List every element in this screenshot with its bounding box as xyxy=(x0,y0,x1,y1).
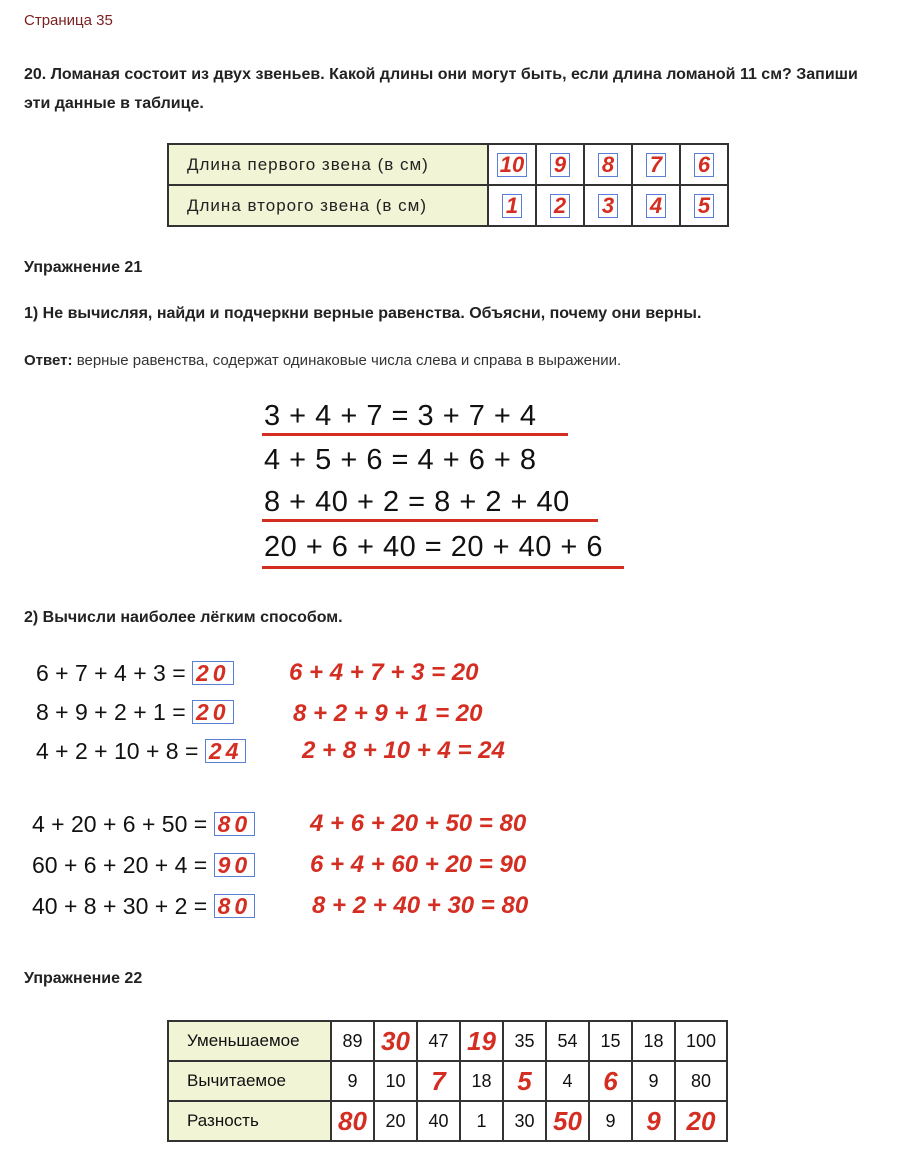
exercise-21-question-2: 2) Вычисли наиболее лёгким способом. xyxy=(24,609,343,626)
answer-cell: 80 xyxy=(331,1101,374,1141)
equality-1: 3 + 4 + 7 = 3 + 7 + 4 xyxy=(264,400,537,432)
answer-cell: 50 xyxy=(546,1101,589,1141)
segment-length-table xyxy=(167,143,729,227)
table-cell: 9 xyxy=(632,1061,675,1101)
answer-cell: 5 xyxy=(503,1061,546,1101)
table-cell: 80 xyxy=(675,1061,727,1101)
table-cell: 35 xyxy=(503,1021,546,1061)
answer-cell: 2 xyxy=(550,194,570,218)
calc-expression: 60 + 6 + 20 + 4 = xyxy=(32,852,208,878)
table-cell: 9 xyxy=(589,1101,632,1141)
calc-solution: 8 + 2 + 40 + 30 = 80 xyxy=(312,892,529,919)
row-label-first-segment: Длина первого звена (в см) xyxy=(168,144,488,185)
answer-cell: 4 xyxy=(646,194,666,218)
calc-expression: 6 + 7 + 4 + 3 = xyxy=(36,660,186,686)
calc-expression: 40 + 8 + 30 + 2 = xyxy=(32,893,208,919)
table-cell: 30 xyxy=(503,1101,546,1141)
answer-cell: 5 xyxy=(694,194,714,218)
answer-label: Ответ: xyxy=(24,352,73,369)
table-row xyxy=(168,1021,727,1061)
table-cell: 89 xyxy=(331,1021,374,1061)
exercise-21-question-1: 1) Не вычисляя, найди и подчеркни верные равенства. Объясни, почему они верны. xyxy=(24,305,702,322)
table-cell: 40 xyxy=(417,1101,460,1141)
calc-row xyxy=(32,893,255,920)
calc-solution: 6 + 4 + 7 + 3 = 20 xyxy=(289,659,479,686)
answer-cell: 6 xyxy=(589,1061,632,1101)
table-cell: 47 xyxy=(417,1021,460,1061)
calc-solution: 8 + 2 + 9 + 1 = 20 xyxy=(293,700,483,727)
answer-cell: 6 xyxy=(694,153,714,177)
table-cell: 20 xyxy=(374,1101,417,1141)
answer-cell: 19 xyxy=(460,1021,503,1061)
calc-row xyxy=(36,699,234,726)
calc-row xyxy=(32,811,255,838)
row-label-difference: Разность xyxy=(168,1101,331,1141)
answer-text: верные равенства, содержат одинаковые числа слева и справа в выражении. xyxy=(72,352,622,369)
answer-cell: 20 xyxy=(675,1101,727,1141)
calc-expression: 4 + 20 + 6 + 50 = xyxy=(32,811,208,837)
calc-solution: 4 + 6 + 20 + 50 = 80 xyxy=(310,810,527,837)
table-row xyxy=(168,185,728,226)
calc-expression: 8 + 9 + 2 + 1 = xyxy=(36,699,186,725)
answer-cell: 3 xyxy=(598,194,618,218)
table-cell: 9 xyxy=(331,1061,374,1101)
underline-1 xyxy=(262,433,568,436)
table-cell: 54 xyxy=(546,1021,589,1061)
answer-cell: 8 xyxy=(598,153,618,177)
calc-answer-box: 90 xyxy=(214,853,256,877)
table-cell: 18 xyxy=(632,1021,675,1061)
calc-row xyxy=(36,660,234,687)
task-20-text: 20. Ломаная состоит из двух звеньев. Какой длины они могут быть, если длина ломаной 11 см? Запиши эти данные в таблице. xyxy=(24,66,858,112)
row-label-minuend: Уменьшаемое xyxy=(168,1021,331,1061)
table-row xyxy=(168,144,728,185)
calc-answer-box: 20 xyxy=(192,661,234,685)
equality-4: 20 + 6 + 40 = 20 + 40 + 6 xyxy=(264,531,604,563)
table-row xyxy=(168,1061,727,1101)
equality-2: 4 + 5 + 6 = 4 + 6 + 8 xyxy=(264,444,537,476)
table-cell: 100 xyxy=(675,1021,727,1061)
calc-answer-box: 20 xyxy=(192,700,234,724)
table-cell: 15 xyxy=(589,1021,632,1061)
answer-cell: 1 xyxy=(502,194,522,218)
table-cell: 1 xyxy=(460,1101,503,1141)
answer-cell: 7 xyxy=(646,153,666,177)
exercise-22-heading: Упражнение 22 xyxy=(24,970,143,987)
underline-4 xyxy=(262,566,624,569)
table-cell: 10 xyxy=(374,1061,417,1101)
page-label: Страница 35 xyxy=(24,12,113,29)
exercise-21-heading: Упражнение 21 xyxy=(24,259,143,276)
calc-solution: 6 + 4 + 60 + 20 = 90 xyxy=(310,851,527,878)
calc-answer-box: 80 xyxy=(214,812,256,836)
row-label-subtrahend: Вычитаемое xyxy=(168,1061,331,1101)
subtraction-table xyxy=(167,1020,728,1142)
calc-answer-box: 24 xyxy=(205,739,247,763)
answer-cell: 10 xyxy=(497,153,527,177)
answer-cell: 30 xyxy=(374,1021,417,1061)
table-cell: 18 xyxy=(460,1061,503,1101)
calc-answer-box: 80 xyxy=(214,894,256,918)
underline-3 xyxy=(262,519,598,522)
table-row xyxy=(168,1101,727,1141)
table-cell: 4 xyxy=(546,1061,589,1101)
answer-cell: 9 xyxy=(550,153,570,177)
calc-row xyxy=(32,852,255,879)
answer-cell: 9 xyxy=(632,1101,675,1141)
row-label-second-segment: Длина второго звена (в см) xyxy=(168,185,488,226)
calc-solution: 2 + 8 + 10 + 4 = 24 xyxy=(302,737,505,764)
equality-3: 8 + 40 + 2 = 8 + 2 + 40 xyxy=(264,486,570,518)
calc-row xyxy=(36,738,246,765)
answer-cell: 7 xyxy=(417,1061,460,1101)
answer-line xyxy=(24,352,621,369)
calc-expression: 4 + 2 + 10 + 8 = xyxy=(36,738,199,764)
